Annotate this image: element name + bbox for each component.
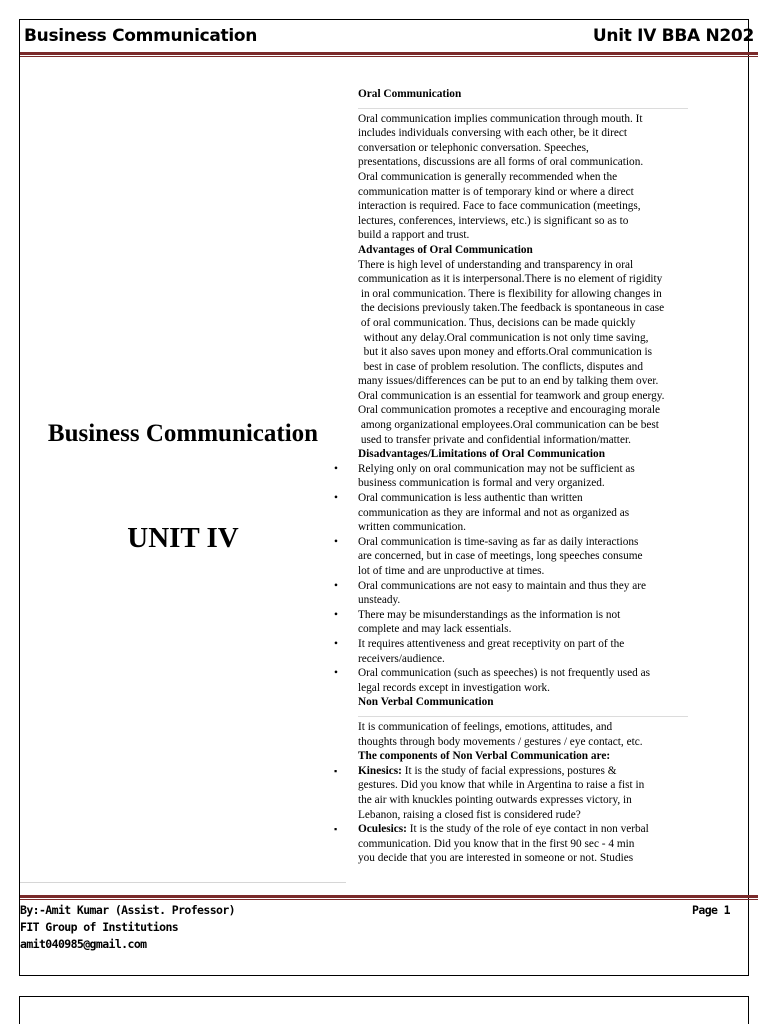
item-line: complete and may lack essentials. [358,623,512,636]
left-divider [20,882,346,883]
header-unit: Unit IV BBA N202 [592,26,754,46]
item-line: are concerned, but in case of meetings, long speeches consume [358,550,643,563]
item-line: lot of time and are unproductive at times. [358,565,545,577]
body-line: among organizational employees.Oral communication can be best [358,419,659,432]
list-item [334,535,730,579]
section-rule [358,716,688,717]
bullet-icon: • [334,535,338,548]
page-number: Page 1 [692,903,730,917]
body-line: lectures, conferences, interviews, etc.) is significant so as to [358,214,629,227]
square-bullet-icon: ▪ [334,824,338,835]
content-column [334,87,730,866]
body-line: Oral communication implies communication through mouth. It [358,112,643,125]
item-line: you decide that you are interested in someone or not. Studies [358,852,634,865]
square-bullet-icon: ▪ [334,765,338,776]
item-line: written communication. [358,521,466,534]
nonverbal-body [358,720,730,749]
cover-title: Business Communication [47,420,319,447]
body-line: communication as it is interpersonal.There is no element of rigidity [358,273,663,286]
body-line: but it also saves upon money and efforts.Oral communication is [358,346,653,359]
page-footer [20,902,730,953]
body-line: communication matter is of temporary kind or where a direct [358,185,634,198]
item-line: unsteady. [358,594,401,607]
body-line: It is communication of feelings, emotions, attitudes, and [358,720,613,733]
footer-author: By:-Amit Kumar (Assist. Professor) [20,903,236,917]
nonverbal-heading: Non Verbal Communication [358,696,494,709]
body-line: Oral communication is an essential for teamwork and group energy. [358,389,665,402]
bullet-icon: • [334,462,338,475]
item-line: Oral communication (such as speeches) is not frequently used as [358,667,651,680]
list-item [334,579,730,608]
footer-email: amit040985@gmail.com [20,937,147,951]
list-item [334,666,730,695]
bullet-icon: • [334,579,338,592]
bullet-icon: • [334,637,338,650]
item-line: It requires attentiveness and great receptivity on part of the [358,637,625,650]
disadvantages-list [334,462,730,696]
list-item [334,822,730,866]
body-line: without any delay.Oral communication is not only time saving, [358,331,649,344]
term: Kinesics: [358,764,402,777]
body-line: best in case of problem resolution. The conflicts, disputes and [358,360,643,373]
components-list [334,764,730,866]
advantages-heading: Advantages of Oral Communication [358,243,533,256]
list-item [334,764,730,822]
header-rule-thick [20,52,758,55]
item-line: the air with knuckles pointing outwards expresses victory, in [358,793,632,806]
body-line: used to transfer private and confidential information/matter. [358,433,631,446]
item-line: There may be misunderstandings as the information is not [358,608,621,621]
bullet-icon: • [334,492,338,505]
item-line: Oral communications are not easy to maintain and thus they are [358,579,646,592]
components-heading: The components of Non Verbal Communication are: [358,750,611,763]
item-line: Oral communication is time-saving as far as daily interactions [358,535,639,548]
body-line: There is high level of understanding and transparency in oral [358,258,634,271]
body-line: conversation or telephonic conversation. Speeches, [358,141,589,154]
body-line: the decisions previously taken.The feedback is spontaneous in case [358,302,665,315]
body-line: many issues/differences can be put to an end by talking them over. [358,375,659,388]
item-line: communication. Did you know that in the first 90 sec - 4 min [358,837,635,850]
body-line: includes individuals conversing with each other, be it direct [358,127,628,140]
header-title: Business Communication [24,26,258,46]
body-line: build a rapport and trust. [358,229,470,242]
term: Oculesics: [358,823,407,836]
item-line: business communication is formal and very organized. [358,477,605,490]
page-header [24,26,754,50]
body-line: in oral communication. There is flexibility for allowing changes in [358,287,662,300]
item-line: gestures. Did you know that while in Argentina to raise a fist in [358,779,645,792]
oral-body [358,112,730,243]
oral-heading: Oral Communication [358,88,462,100]
item-line: Kinesics: It is the study of facial expressions, postures & [358,764,617,777]
list-item [334,462,730,491]
footer-rule-thick [20,895,758,898]
cover-unit: UNIT IV [127,522,239,554]
footer-institution: FIT Group of Institutions [20,920,179,934]
header-rule-thin [20,56,758,57]
item-line: communication as they are informal and not as organized as [358,506,630,519]
item-line: receivers/audience. [358,652,445,665]
next-page-edge [19,996,749,1024]
body-line: of oral communication. Thus, decisions can be made quickly [358,316,636,329]
item-line: Relying only on oral communication may not be sufficient as [358,462,635,475]
advantages-body [358,258,730,448]
item-line: Oral communication is less authentic than written [358,492,583,505]
body-line: interaction is required. Face to face communication (meetings, [358,200,641,213]
item-line: legal records except in investigation work. [358,681,550,694]
body-line: Oral communication promotes a receptive and encouraging morale [358,404,661,417]
bullet-icon: • [334,667,338,680]
list-item [334,637,730,666]
footer-rule-thin [20,899,758,900]
body-line: presentations, discussions are all forms of oral communication. [358,156,644,169]
list-item [334,608,730,637]
item-line: Oculesics: It is the study of the role of eye contact in non verbal [358,823,649,836]
list-item [334,491,730,535]
item-line: Lebanon, raising a closed fist is considered rude? [358,808,581,821]
bullet-icon: • [334,608,338,621]
disadvantages-heading: Disadvantages/Limitations of Oral Communication [358,448,605,461]
body-line: Oral communication is generally recommended when the [358,170,618,183]
body-line: thoughts through body movements / gestures / eye contact, etc. [358,735,643,748]
section-rule [358,108,688,109]
